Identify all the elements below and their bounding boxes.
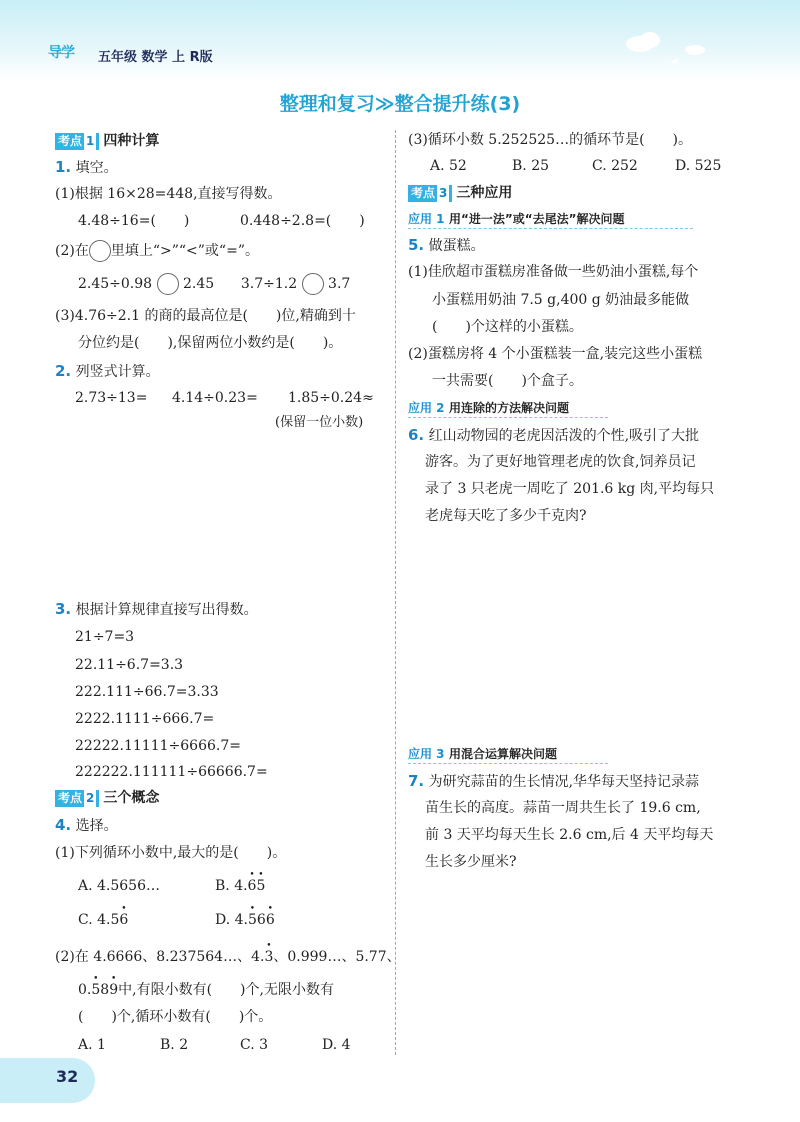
column-divider: [395, 130, 396, 1055]
q3-line: 22222.11111÷6666.7=: [75, 738, 241, 754]
compare-circle: [157, 273, 179, 295]
app-underline: [408, 763, 608, 764]
q3-line: 2222.1111÷666.7=: [75, 711, 215, 727]
q3-line: 21÷7=3: [75, 629, 135, 645]
q4-part2-option: C. 3: [240, 1037, 269, 1053]
q4-part2-line3: ( )个,循环小数有( )个。: [78, 1009, 273, 1025]
q5-part1-line: (1)佳欣超市蛋糕房准备做一些奶油小蛋糕,每个: [408, 264, 699, 280]
grade-label: 五年级 数学 上 R版: [98, 50, 213, 65]
q4-part2-option: A. 1: [78, 1037, 106, 1053]
page-title: 整理和复习≫整合提升练(3): [279, 93, 521, 115]
q6-line: 游客。为了更好地管理老虎的饮食,饲养员记: [425, 454, 696, 470]
q4-part2-line1: (2)在 4.6666、8.237564…、4.• 3、0.999…、5.77、: [55, 947, 401, 967]
q1-part3-line2: 分位约是( ),保留两位小数约是( )。: [78, 335, 343, 351]
compare-circle: [302, 273, 324, 295]
q4-part3-option: D. 525: [675, 158, 722, 174]
q4-part3-option: A. 52: [430, 158, 467, 174]
question-7: 7. 为研究蒜苗的生长情况,华华每天坚持记录蒜: [408, 772, 700, 790]
app-underline: [408, 228, 693, 229]
q1-part2-compare: 2.45÷0.98 2.45 3.7÷1.2 3.7: [78, 273, 350, 295]
section-badge: 考点 2: [55, 790, 99, 807]
section-badge: 考点 1: [55, 133, 99, 150]
q4-option-d: D. 4.• 56• 6: [215, 910, 275, 930]
q1-part1: (1)根据 16×28=448,直接写得数。: [55, 186, 282, 202]
question-1: [55, 157, 118, 178]
q5-part2-line: (2)蛋糕房将 4 个小蛋糕装一盒,装完这些小蛋糕: [408, 346, 703, 362]
q4-part2-line2: 0.• 58• 9中,有限小数有( )个,无限小数有: [78, 980, 334, 1000]
application-2-header: 应用 2 用连除的方法解决问题: [408, 401, 569, 415]
q4-part1: (1)下列循环小数中,最大的是( )。: [55, 845, 287, 861]
question-text: 填空。: [75, 160, 118, 176]
q3-line: 222222.111111÷66666.7=: [75, 764, 268, 780]
section-badge: 考点 3: [408, 185, 452, 202]
q7-line: 前 3 天平均每天生长 2.6 cm,后 4 天平均每天: [425, 827, 714, 843]
application-3-header: 应用 3 用混合运算解决问题: [408, 747, 557, 761]
q4-option-b: B. 4.• 6• 5: [215, 876, 265, 896]
q3-line: 22.11÷6.7=3.3: [75, 657, 184, 673]
q4-part3: (3)循环小数 5.252525…的循环节是( )。: [408, 132, 693, 148]
question-5: 5. 做蛋糕。: [408, 236, 485, 254]
question-number: 1.: [55, 158, 72, 176]
question-4: 4. 选择。: [55, 816, 118, 834]
q7-line: 生长多少厘米?: [425, 854, 517, 870]
question-3: 3. 根据计算规律直接写出得数。: [55, 600, 258, 618]
q1-part1-b: 0.448÷2.8=( ): [240, 213, 365, 229]
q1-part3-line1: (3)4.76÷2.1 的商的最高位是( )位,精确到十: [55, 308, 356, 324]
q2-b: 4.14÷0.23=: [172, 390, 258, 406]
q4-option-a: A. 4.5656…: [78, 878, 160, 894]
q1-part2: (2)在 里填上“>”“<”或“=”。: [55, 240, 259, 262]
q4-part3-option: B. 25: [512, 158, 550, 174]
q4-part2-option: B. 2: [160, 1037, 189, 1053]
q6-line: 录了 3 只老虎一周吃了 201.6 kg 肉,平均每只: [425, 481, 715, 497]
q1-part1-a: 4.48÷16=( ): [78, 213, 190, 229]
section-title: 四种计算: [103, 133, 160, 149]
q5-part1-line: ( )个这样的小蛋糕。: [432, 319, 583, 335]
q4-part2-option: D. 4: [322, 1037, 351, 1053]
q4-part3-option: C. 252: [592, 158, 638, 174]
section-1-header: [55, 131, 159, 151]
page-number: 32: [56, 1067, 79, 1086]
app-underline: [408, 417, 608, 418]
answer-circle: [89, 240, 111, 262]
q2-c: 1.85÷0.24≈: [288, 390, 374, 406]
section-2-header: 考点 2 三个概念: [55, 788, 159, 808]
q5-part2-line: 一共需要( )个盒子。: [432, 373, 583, 389]
q3-line: 222.111÷66.7=3.33: [75, 684, 219, 700]
logo: 导学: [48, 45, 74, 61]
question-2: 2. 列竖式计算。: [55, 362, 160, 380]
page-number-tab: [0, 1058, 95, 1103]
q7-line: 苗生长的高度。蒜苗一周共生长了 19.6 cm,: [425, 800, 701, 816]
section-3-header: 考点 3 三种应用: [408, 183, 512, 203]
q2-a: 2.73÷13=: [75, 390, 148, 406]
application-1-header: 应用 1 用“进一法”或“去尾法”解决问题: [408, 212, 625, 226]
question-6: 6. 红山动物园的老虎因活泼的个性,吸引了大批: [408, 426, 700, 444]
q6-line: 老虎每天吃了多少千克肉?: [425, 508, 587, 524]
q4-option-c: C. 4.5• 6: [78, 910, 128, 930]
q5-part1-line: 小蛋糕用奶油 7.5 g,400 g 奶油最多能做: [432, 292, 690, 308]
q2-note: (保留一位小数): [275, 415, 364, 430]
cloud-decoration-icon: [610, 24, 730, 74]
